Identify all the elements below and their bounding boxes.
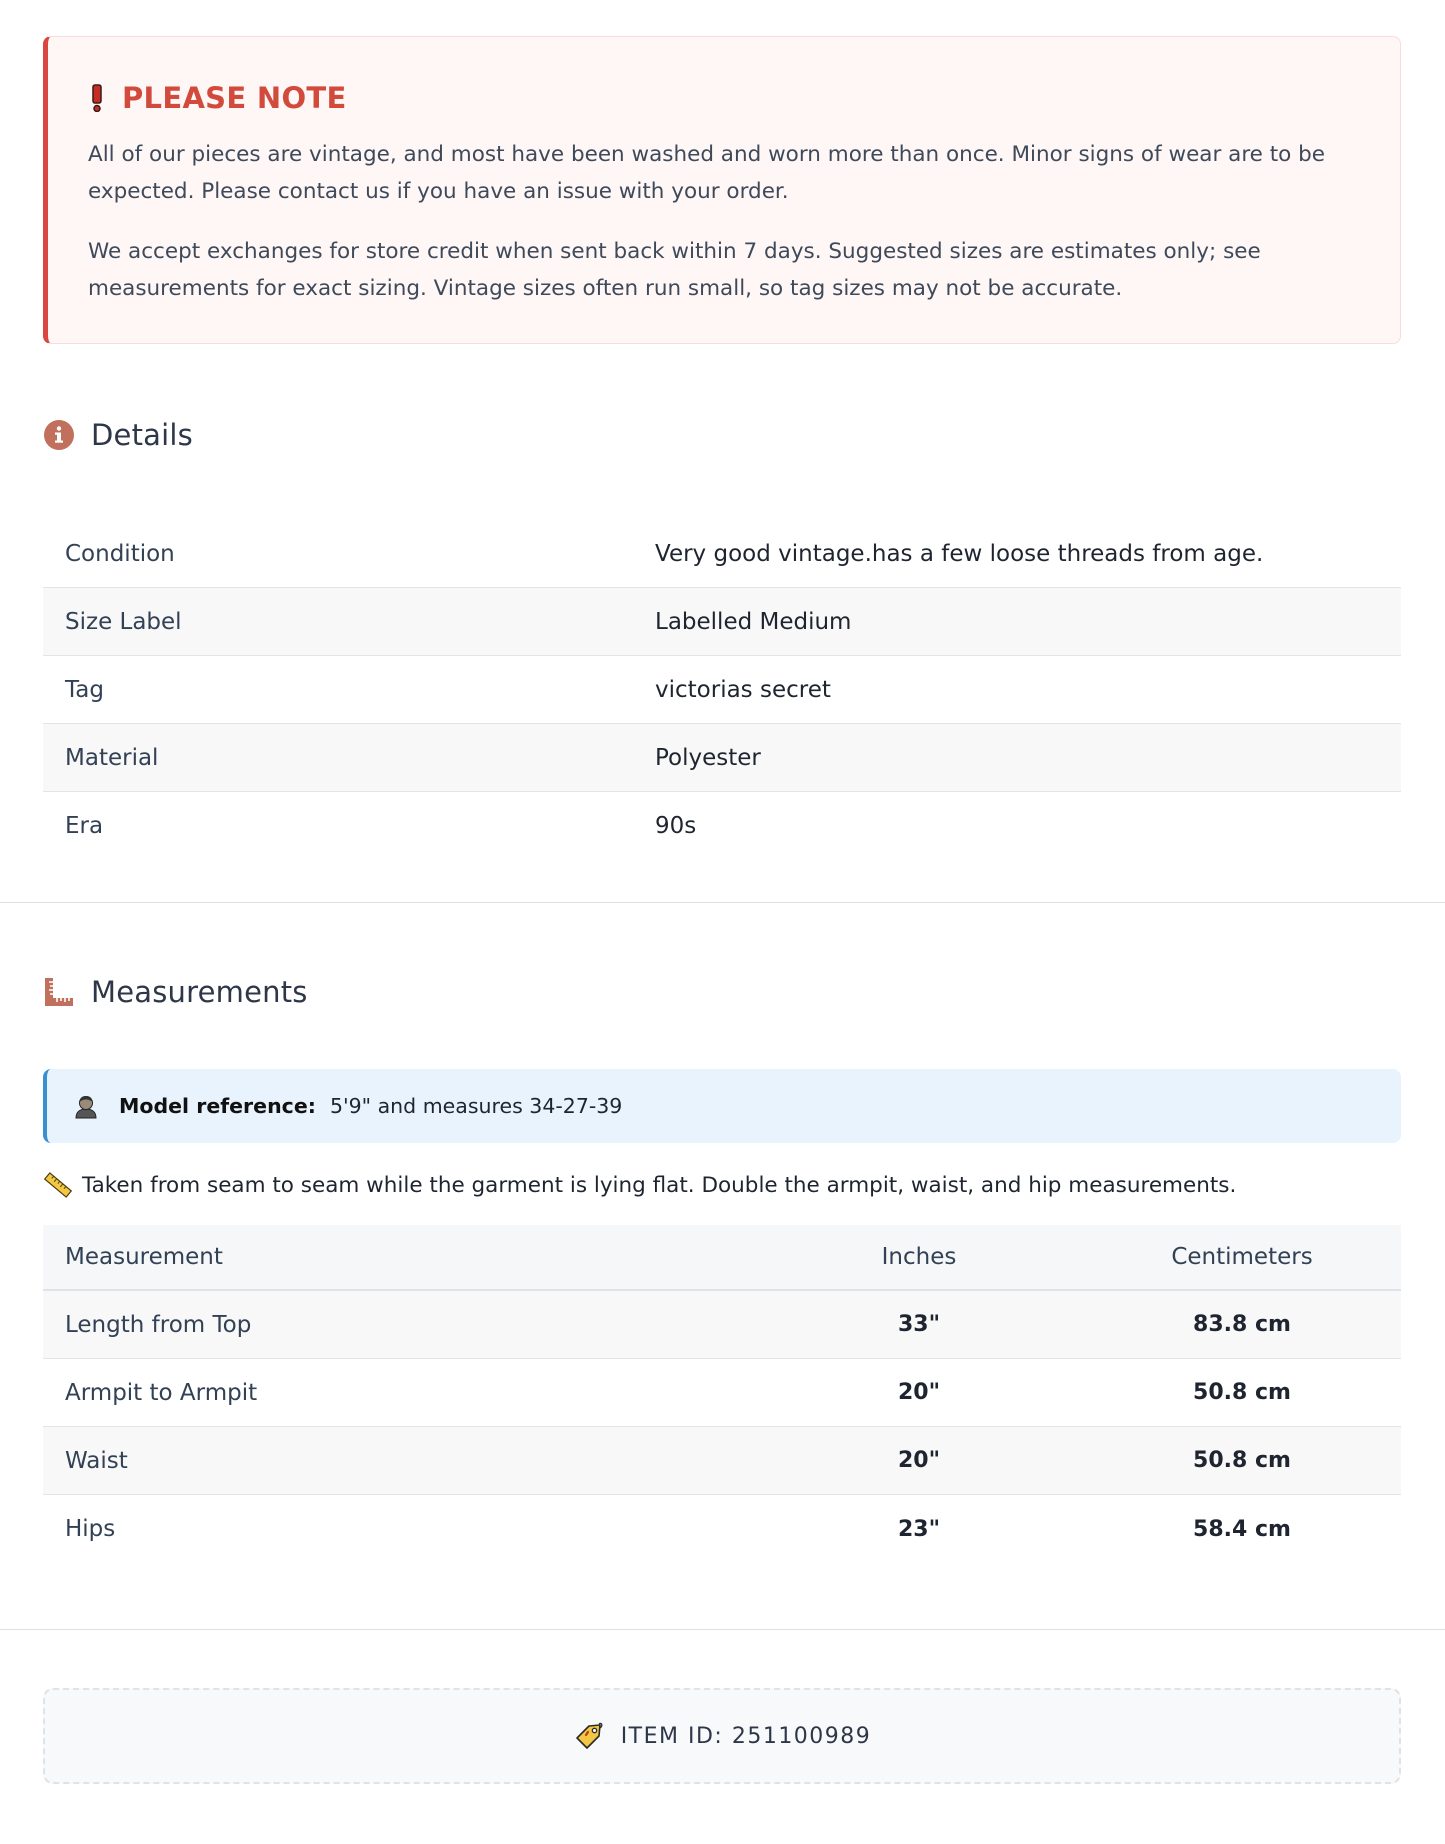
- straight-ruler-icon: [44, 1171, 72, 1199]
- table-row: [43, 1359, 1401, 1427]
- column-header: Inches: [881, 1244, 957, 1270]
- detail-value: Polyester: [655, 744, 761, 771]
- measurement-name: Armpit to Armpit: [65, 1379, 258, 1406]
- measurement-inches: 20": [897, 1380, 941, 1405]
- section-divider: [0, 1629, 1445, 1630]
- table-row: [43, 656, 1401, 724]
- measurement-inches: 20": [897, 1448, 941, 1473]
- model-reference-value: 5'9" and measures 34-27-39: [329, 1094, 623, 1118]
- tag-icon: [573, 1720, 605, 1752]
- table-row: [43, 1495, 1401, 1563]
- detail-value: Very good vintage.has a few loose threads from age.: [655, 540, 1264, 567]
- measurement-cm: 50.8 cm: [1193, 1448, 1291, 1473]
- section-title: Measurements: [91, 975, 308, 1009]
- notice-header: [88, 79, 1360, 117]
- item-id-box: [43, 1688, 1401, 1784]
- person-icon: [73, 1093, 99, 1119]
- measurements-table: [43, 1225, 1401, 1563]
- notice-title: PLEASE NOTE: [122, 81, 347, 115]
- notice-paragraph: All of our pieces are vintage, and most have been washed and worn more than once. Minor signs of wear are to be expected. Please contact us if you have an issue with your order.: [88, 142, 1326, 204]
- column-header: Centimeters: [1171, 1244, 1313, 1270]
- model-reference: [43, 1069, 1401, 1143]
- measurement-name: Length from Top: [65, 1311, 252, 1338]
- item-id: ITEM ID: 251100989: [620, 1723, 872, 1749]
- table-row: [43, 792, 1401, 860]
- section-title: Details: [91, 418, 193, 452]
- measurement-name: Waist: [65, 1447, 128, 1474]
- measurement-inches: 33": [897, 1312, 941, 1337]
- detail-label: Condition: [65, 540, 175, 567]
- measurement-name: Hips: [65, 1516, 116, 1542]
- table-row: [43, 724, 1401, 792]
- details-heading: [43, 418, 1445, 452]
- table-header: [43, 1225, 1401, 1291]
- table-row: [43, 520, 1401, 588]
- exclamation-icon: [88, 84, 106, 112]
- measurement-cm: 83.8 cm: [1193, 1312, 1291, 1337]
- detail-value: Labelled Medium: [655, 608, 852, 635]
- page: [0, 36, 1445, 1784]
- detail-value: victorias secret: [655, 676, 831, 703]
- measurement-inches: 23": [897, 1516, 941, 1542]
- info-icon: [43, 419, 75, 451]
- detail-label: Material: [65, 744, 159, 771]
- detail-label: Tag: [65, 676, 104, 703]
- measurement-cm: 58.4 cm: [1193, 1516, 1291, 1542]
- table-body: [43, 1291, 1401, 1563]
- table-row: [43, 1291, 1401, 1359]
- table-row: [43, 1427, 1401, 1495]
- details-table: [43, 520, 1401, 860]
- notice-banner: [43, 36, 1401, 344]
- detail-value: 90s: [655, 813, 697, 839]
- detail-label: Era: [65, 813, 104, 839]
- measurement-note-text: Taken from seam to seam while the garment is lying flat. Double the armpit, waist, and hip measurements.: [82, 1172, 1237, 1198]
- model-reference-label: Model reference:: [119, 1094, 316, 1118]
- measurement-cm: 50.8 cm: [1193, 1380, 1291, 1405]
- notice-paragraph: We accept exchanges for store credit when sent back within 7 days. Suggested sizes are estimates only; see measurements for exact sizing. Vintage sizes often run small, so tag sizes may not be accurate.: [88, 239, 1261, 301]
- detail-label: Size Label: [65, 608, 182, 635]
- measurements-heading: [43, 975, 1445, 1009]
- measurement-note: [44, 1171, 1445, 1199]
- table-row: [43, 588, 1401, 656]
- column-header: Measurement: [65, 1244, 223, 1270]
- section-divider: [0, 902, 1445, 903]
- ruler-icon: [43, 976, 75, 1008]
